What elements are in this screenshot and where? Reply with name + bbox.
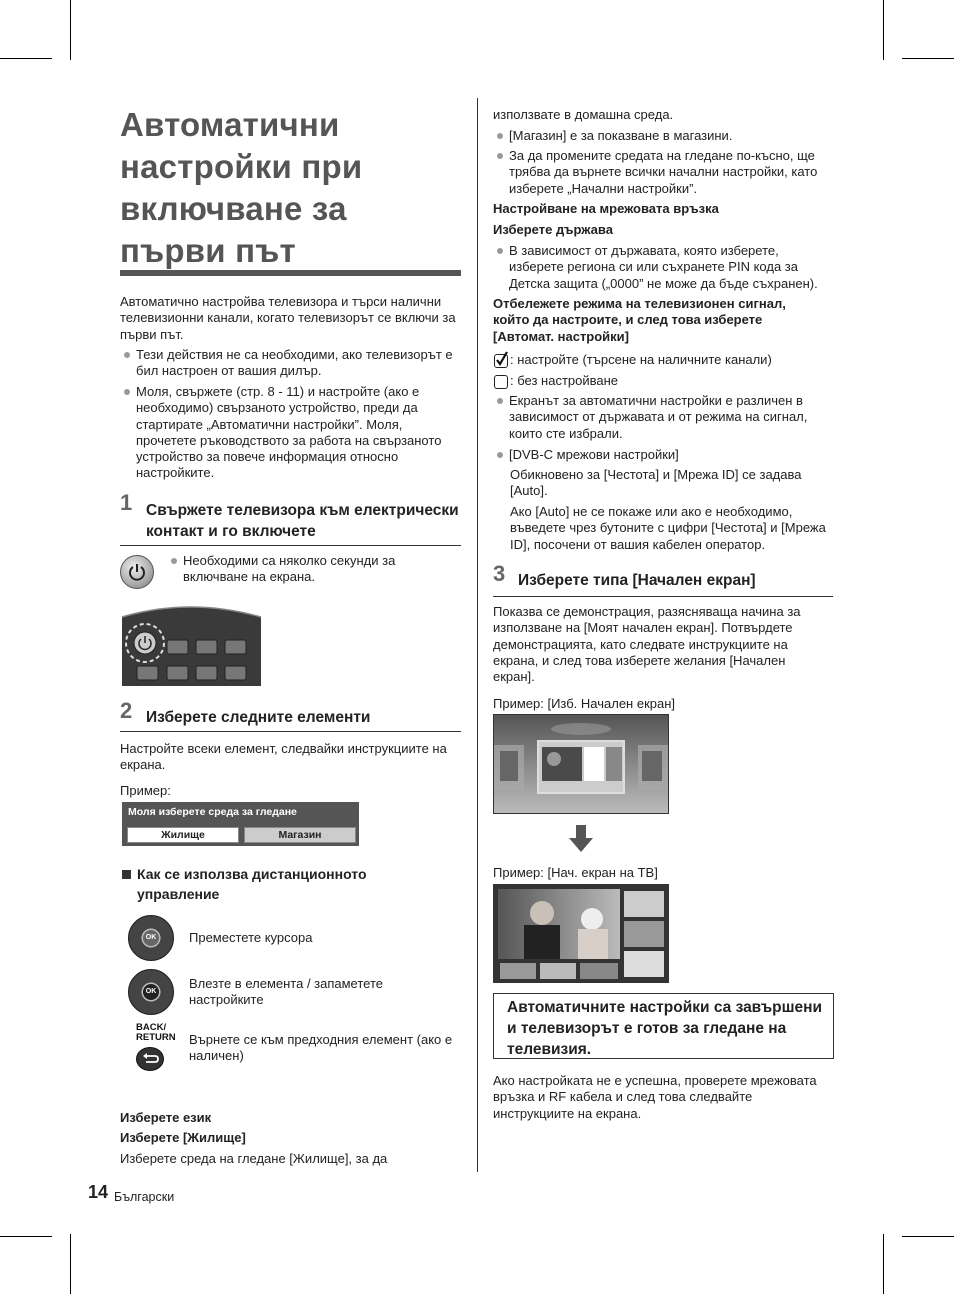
step-heading: Изберете следните елементи <box>146 709 371 726</box>
right-bullet: [Магазин] е за показване в магазини. <box>493 128 834 144</box>
select-home-heading: Изберете [Жилище] <box>120 1130 246 1145</box>
step-heading: Изберете типа [Начален екран] <box>518 572 756 589</box>
step1-bullet: Необходими са няколко секунди за включване на екрана. <box>167 553 433 586</box>
step3-text: Показва се демонстрация, разясняваща начина за използване на [Моят начален екран]. Потвърдете демонстрацията, като следвате инструкциите на екрана, и след това изберете желания [Начален екран]. <box>493 604 801 685</box>
return-arrow-icon <box>137 1048 163 1070</box>
crop-mark <box>883 0 884 60</box>
example-label: Пример: [Изб. Начален екран] <box>493 696 676 711</box>
crop-mark <box>70 1234 71 1294</box>
example-label: Пример: [Нач. екран на ТВ] <box>493 865 658 880</box>
ok-pad-icon <box>128 969 174 1015</box>
back-return-label: BACK/ RETURN <box>136 1022 176 1043</box>
ok-button-icon: OK <box>143 984 159 1000</box>
right-bullet: За да промените средата на гледане по-късно, ще трябва да върнете всички начални настройки, като изберете „Начални настройки”. <box>493 148 834 197</box>
check-off-text: : без настройване <box>510 373 619 388</box>
menu-title: Моля изберете среда за гледане <box>128 806 297 818</box>
column-divider <box>477 98 478 1172</box>
remote-heading: Как се използва дистанционното управление <box>137 866 367 902</box>
step2-text: Настройте всеки елемент, следвайки инструкциите на екрана. <box>120 741 447 773</box>
ok-button-icon: OK <box>143 930 159 946</box>
step-number: 2 <box>120 698 133 723</box>
crop-mark <box>902 1236 954 1237</box>
environment-menu <box>122 802 359 846</box>
power-icon <box>127 562 147 582</box>
right-bullet: Екранът за автоматични настройки е различен в зависимост от държавата и от режима на сигнал, които сте избрали. <box>493 393 834 442</box>
dvbc-text: Ако [Auto] не се покаже или ако е необходимо, въведете чрез бутоните с цифри [Честота] и [Мрежа ID], посочени от вашия кабелен оператор. <box>510 504 826 552</box>
completion-text: Автоматичните настройки са завършени и телевизорът е готов за гледане на телевизия. <box>507 999 823 1058</box>
title-rule <box>120 270 461 276</box>
dvbc-text: Обикновено за [Честота] и [Мрежа ID] се задава [Auto]. <box>510 467 802 499</box>
check-icon <box>494 350 510 368</box>
country-heading: Изберете държава <box>493 222 613 237</box>
crop-mark <box>0 58 52 59</box>
back-return-icon <box>136 1047 164 1071</box>
completion-notice <box>493 993 834 1059</box>
crop-mark <box>883 1234 884 1294</box>
network-heading: Настройване на мрежовата връзка <box>493 201 719 216</box>
remote-item-text: Върнете се към предходния елемент (ако е наличен) <box>189 1032 453 1064</box>
mode-heading: Отбележете режима на телевизионен сигнал, който да настроите, и след това изберете [Автомат. настройки] <box>493 296 786 344</box>
checkbox-checked <box>494 354 508 368</box>
home-screen-selection-image <box>493 714 669 814</box>
intro-bullet: Тези действия не са необходими, ако телевизорът е бил настроен от вашия дилър. <box>120 347 462 380</box>
remote-control-illustration <box>120 603 263 686</box>
divider <box>493 596 833 597</box>
final-text: Ако настройката не е успешна, проверете мрежовата връзка и RF кабела и след това следвайте инструкциите на екрана. <box>493 1073 817 1121</box>
page-number: 14 <box>88 1182 109 1202</box>
example-label: Пример: <box>120 783 171 798</box>
remote-item-text: Преместете курсора <box>189 930 313 945</box>
menu-option-home[interactable]: Жилище <box>127 827 239 843</box>
divider <box>120 545 461 546</box>
crop-mark <box>70 0 71 60</box>
intro-bullet: Моля, свържете (стр. 8 - 11) и настройте (ако е необходимо) свързаното устройство, преди да стартирате „Автоматични настройки”. Моля, прочетете ръководството за работа на свързаното устройство за повече информация относно настройките. <box>120 384 462 482</box>
step-number: 1 <box>120 490 133 515</box>
cursor-pad-icon <box>128 915 174 961</box>
home-text-continued: използвате в домашна среда. <box>493 107 674 122</box>
country-bullet: В зависимост от държавата, която изберете, изберете региона си или съхранете PIN кода за Детска защита („0000” не може да бъде съхранен). <box>493 243 834 292</box>
checkbox-unchecked <box>494 375 508 389</box>
remote-item-text: Влезте в елемента / запаметете настройките <box>189 976 384 1008</box>
square-bullet <box>122 870 131 879</box>
select-language-heading: Изберете език <box>120 1110 212 1125</box>
divider <box>120 731 461 732</box>
tv-home-screen-image <box>493 884 669 983</box>
crop-mark <box>0 1236 52 1237</box>
crop-mark <box>902 58 954 59</box>
down-arrow-icon <box>569 825 593 852</box>
check-on-text: : настройте (търсене на наличните канали) <box>510 352 772 367</box>
home-text: Изберете среда на гледане [Жилище], за да <box>120 1151 388 1166</box>
right-bullet: [DVB-C мрежови настройки] <box>493 447 834 463</box>
menu-option-shop[interactable]: Магазин <box>244 827 356 843</box>
power-button-illustration <box>120 555 154 589</box>
step-heading: Свържете телевизора към електрически контакт и го включете <box>146 502 459 540</box>
intro-text: Автоматично настройва телевизора и търси налични телевизионни канали, когато телевизорът се включи за първи път. <box>120 294 456 342</box>
step-number: 3 <box>493 561 506 586</box>
page-language: Български <box>114 1190 175 1204</box>
page-title: Автоматични настройки при включване за първи път <box>120 106 363 269</box>
